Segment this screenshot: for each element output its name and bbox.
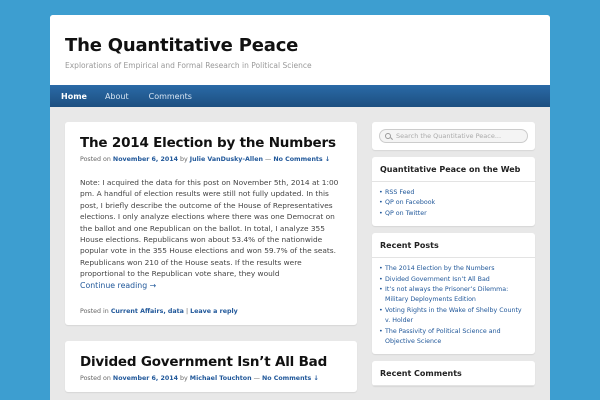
leave-reply-link[interactable]: Leave a reply [190, 307, 238, 315]
site-header [50, 15, 550, 85]
continue-reading-link[interactable]: Continue reading → [80, 280, 157, 290]
web-links-list [372, 182, 535, 226]
post-meta [80, 375, 342, 382]
meta-prefix: Posted on [80, 156, 111, 163]
footer-separator: | [185, 307, 189, 315]
sidebar [372, 122, 535, 393]
widget-title: Quantitative Peace on the Web [372, 157, 535, 182]
site-container [50, 15, 550, 400]
search-placeholder: Search the Quantitative Peace... [396, 132, 502, 140]
post-footer [80, 308, 342, 315]
content-area [65, 122, 357, 400]
post-excerpt: Note: I acquired the data for this post on November 5th, 2014 at 1:00 pm. A handful of election results were still not fully updated. In this post, I briefly describe the outcome of the House of Representatives elections. I only analyze elections where there was one Democrat on the ballot and one Republican on the ballot. In total, I analyze 355 House elections. Republicans won about 53.4% of the nationwide popular vote in the 355 House elections and won 59.7% of the seats. Republicans won 210 of the House seats. If the results were proportional to the Republican vote share, they would [80, 178, 339, 279]
site-description: Explorations of Empirical and Formal Research in Political Science [65, 61, 312, 70]
recent-posts-widget [372, 233, 535, 354]
post-card [65, 122, 357, 325]
comments-link[interactable]: No Comments ↓ [261, 374, 319, 382]
author-link[interactable]: Julie VanDusky-Allen [189, 156, 263, 163]
meta-separator: — [253, 374, 260, 382]
recent-post-link[interactable]: • Voting Rights in the Wake of Shelby County v. Holder [385, 306, 527, 327]
post-date-link[interactable]: November 6, 2014 [112, 374, 179, 382]
post-title[interactable]: Divided Government Isn’t All Bad [80, 353, 328, 370]
twitter-link[interactable]: • QP on Twitter [385, 209, 527, 219]
rss-feed-link[interactable]: • RSS Feed [385, 188, 527, 198]
meta-by: by [180, 374, 188, 382]
widget-title: Recent Posts [372, 233, 535, 258]
recent-post-link[interactable]: • Divided Government Isn’t All Bad [385, 275, 527, 285]
web-widget [372, 157, 535, 226]
nav-home[interactable]: Home [61, 91, 87, 101]
recent-post-link[interactable]: • The Passivity of Political Science and Objective Science [385, 327, 527, 348]
facebook-link[interactable]: • QP on Facebook [385, 198, 527, 208]
footer-prefix: Posted in [80, 307, 109, 315]
site-title[interactable]: The Quantitative Peace [65, 35, 299, 56]
recent-posts-list [372, 258, 535, 354]
post-title[interactable]: The 2014 Election by the Numbers [80, 135, 336, 151]
recent-comments-widget [372, 361, 535, 386]
post-date-link[interactable]: November 6, 2014 [112, 156, 179, 163]
recent-post-link[interactable]: • The 2014 Election by the Numbers [385, 264, 527, 274]
widget-title: Recent Comments [372, 361, 535, 386]
author-link[interactable]: Michael Touchton [189, 374, 252, 382]
category-links[interactable]: Current Affairs, data [110, 307, 184, 315]
main-nav [50, 85, 550, 107]
recent-post-link[interactable]: • It’s not always the Prisoner’s Dilemma: Military Deployments Edition [385, 285, 527, 306]
meta-by: by [180, 156, 188, 163]
nav-about[interactable]: About [104, 91, 129, 101]
search-icon [385, 133, 391, 139]
post-meta [80, 156, 342, 163]
search-input[interactable] [379, 129, 528, 143]
meta-separator: — [265, 156, 272, 163]
nav-comments[interactable]: Comments [148, 91, 192, 101]
search-widget [372, 122, 535, 150]
meta-prefix: Posted on [80, 374, 111, 382]
post-card [65, 341, 357, 392]
comments-link[interactable]: No Comments ↓ [273, 156, 331, 163]
